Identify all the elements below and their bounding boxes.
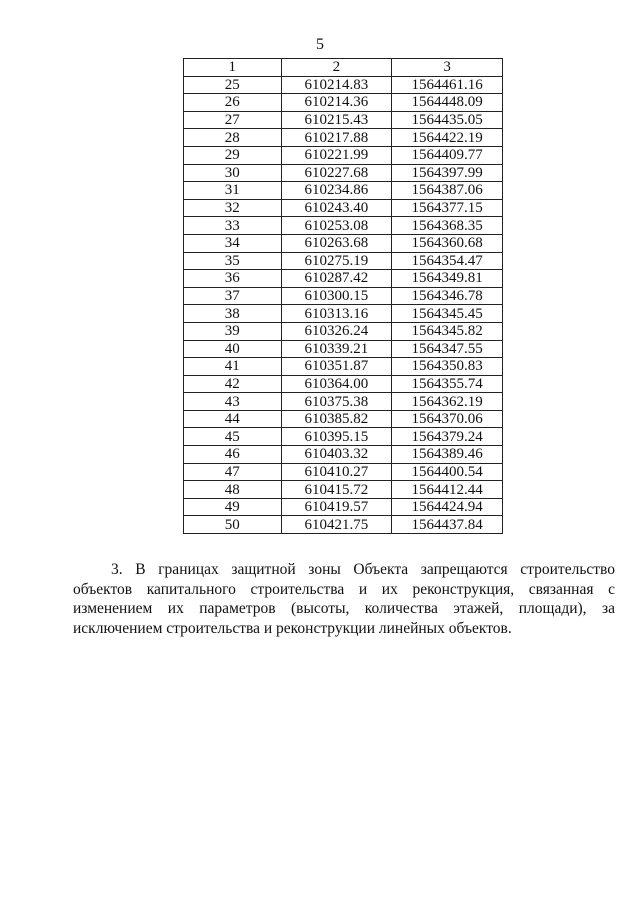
table-row	[184, 252, 503, 270]
table-row	[184, 164, 503, 182]
table-row	[184, 428, 503, 446]
table-row	[184, 199, 503, 217]
cell-point-number: 43	[184, 393, 282, 411]
cell-x-coordinate: 610263.68	[281, 234, 392, 252]
cell-point-number: 40	[184, 340, 282, 358]
table-row	[184, 410, 503, 428]
cell-point-number: 25	[184, 76, 282, 94]
table-row	[184, 217, 503, 235]
cell-x-coordinate: 610415.72	[281, 481, 392, 499]
cell-y-coordinate: 1564368.35	[392, 217, 503, 235]
cell-point-number: 37	[184, 287, 282, 305]
table-body	[184, 76, 503, 533]
cell-y-coordinate: 1564362.19	[392, 393, 503, 411]
table-row	[184, 340, 503, 358]
cell-x-coordinate: 610253.08	[281, 217, 392, 235]
cell-point-number: 26	[184, 94, 282, 112]
cell-x-coordinate: 610339.21	[281, 340, 392, 358]
table-row	[184, 305, 503, 323]
cell-x-coordinate: 610214.36	[281, 94, 392, 112]
column-header-x: 2	[281, 59, 392, 77]
cell-x-coordinate: 610227.68	[281, 164, 392, 182]
cell-y-coordinate: 1564350.83	[392, 358, 503, 376]
table-row	[184, 287, 503, 305]
cell-y-coordinate: 1564360.68	[392, 234, 503, 252]
cell-x-coordinate: 610351.87	[281, 358, 392, 376]
table-row	[184, 375, 503, 393]
cell-y-coordinate: 1564345.45	[392, 305, 503, 323]
cell-point-number: 33	[184, 217, 282, 235]
cell-y-coordinate: 1564412.44	[392, 481, 503, 499]
cell-x-coordinate: 610313.16	[281, 305, 392, 323]
cell-y-coordinate: 1564422.19	[392, 129, 503, 147]
cell-y-coordinate: 1564346.78	[392, 287, 503, 305]
cell-y-coordinate: 1564345.82	[392, 322, 503, 340]
table-row	[184, 270, 503, 288]
cell-point-number: 38	[184, 305, 282, 323]
cell-x-coordinate: 610217.88	[281, 129, 392, 147]
cell-y-coordinate: 1564397.99	[392, 164, 503, 182]
cell-y-coordinate: 1564424.94	[392, 498, 503, 516]
cell-x-coordinate: 610403.32	[281, 446, 392, 464]
cell-point-number: 34	[184, 234, 282, 252]
table-header	[184, 59, 503, 77]
table-row	[184, 516, 503, 534]
cell-x-coordinate: 610214.83	[281, 76, 392, 94]
cell-x-coordinate: 610326.24	[281, 322, 392, 340]
cell-point-number: 48	[184, 481, 282, 499]
cell-y-coordinate: 1564389.46	[392, 446, 503, 464]
cell-y-coordinate: 1564379.24	[392, 428, 503, 446]
cell-point-number: 39	[184, 322, 282, 340]
cell-point-number: 47	[184, 463, 282, 481]
coordinates-table	[183, 58, 503, 534]
table-row	[184, 111, 503, 129]
cell-point-number: 29	[184, 146, 282, 164]
cell-y-coordinate: 1564349.81	[392, 270, 503, 288]
table-row	[184, 463, 503, 481]
table-row	[184, 393, 503, 411]
table-header-row	[184, 59, 503, 77]
cell-x-coordinate: 610243.40	[281, 199, 392, 217]
cell-x-coordinate: 610385.82	[281, 410, 392, 428]
cell-y-coordinate: 1564448.09	[392, 94, 503, 112]
cell-x-coordinate: 610419.57	[281, 498, 392, 516]
cell-y-coordinate: 1564400.54	[392, 463, 503, 481]
cell-x-coordinate: 610395.15	[281, 428, 392, 446]
cell-x-coordinate: 610410.27	[281, 463, 392, 481]
cell-point-number: 45	[184, 428, 282, 446]
table-row	[184, 146, 503, 164]
cell-point-number: 27	[184, 111, 282, 129]
cell-x-coordinate: 610300.15	[281, 287, 392, 305]
cell-point-number: 41	[184, 358, 282, 376]
cell-x-coordinate: 610275.19	[281, 252, 392, 270]
cell-y-coordinate: 1564377.15	[392, 199, 503, 217]
table-row	[184, 481, 503, 499]
cell-y-coordinate: 1564354.47	[392, 252, 503, 270]
cell-x-coordinate: 610234.86	[281, 182, 392, 200]
cell-y-coordinate: 1564437.84	[392, 516, 503, 534]
cell-point-number: 36	[184, 270, 282, 288]
cell-y-coordinate: 1564370.06	[392, 410, 503, 428]
column-header-y: 3	[392, 59, 503, 77]
page-number: 5	[316, 36, 324, 53]
table-row	[184, 498, 503, 516]
cell-point-number: 46	[184, 446, 282, 464]
cell-point-number: 49	[184, 498, 282, 516]
cell-point-number: 32	[184, 199, 282, 217]
table-row	[184, 446, 503, 464]
cell-point-number: 44	[184, 410, 282, 428]
cell-y-coordinate: 1564435.05	[392, 111, 503, 129]
cell-point-number: 35	[184, 252, 282, 270]
table-row	[184, 358, 503, 376]
cell-point-number: 42	[184, 375, 282, 393]
cell-point-number: 28	[184, 129, 282, 147]
cell-y-coordinate: 1564387.06	[392, 182, 503, 200]
cell-x-coordinate: 610364.00	[281, 375, 392, 393]
cell-x-coordinate: 610287.42	[281, 270, 392, 288]
cell-x-coordinate: 610375.38	[281, 393, 392, 411]
table-row	[184, 322, 503, 340]
cell-x-coordinate: 610221.99	[281, 146, 392, 164]
table-row	[184, 129, 503, 147]
cell-point-number: 30	[184, 164, 282, 182]
cell-x-coordinate: 610215.43	[281, 111, 392, 129]
cell-x-coordinate: 610421.75	[281, 516, 392, 534]
cell-y-coordinate: 1564347.55	[392, 340, 503, 358]
cell-y-coordinate: 1564461.16	[392, 76, 503, 94]
restriction-paragraph: 3. В границах защитной зоны Объекта запрещаются строительство объектов капитального строительства и их реконструкция, связанная с изменением их параметров (высоты, количества этажей, площади), за исключением строительства и реконструкции линейных объектов.	[73, 561, 615, 637]
cell-y-coordinate: 1564355.74	[392, 375, 503, 393]
cell-point-number: 50	[184, 516, 282, 534]
table-row	[184, 76, 503, 94]
table-row	[184, 234, 503, 252]
cell-point-number: 31	[184, 182, 282, 200]
column-header-point-number: 1	[184, 59, 282, 77]
table-row	[184, 94, 503, 112]
cell-y-coordinate: 1564409.77	[392, 146, 503, 164]
table-row	[184, 182, 503, 200]
